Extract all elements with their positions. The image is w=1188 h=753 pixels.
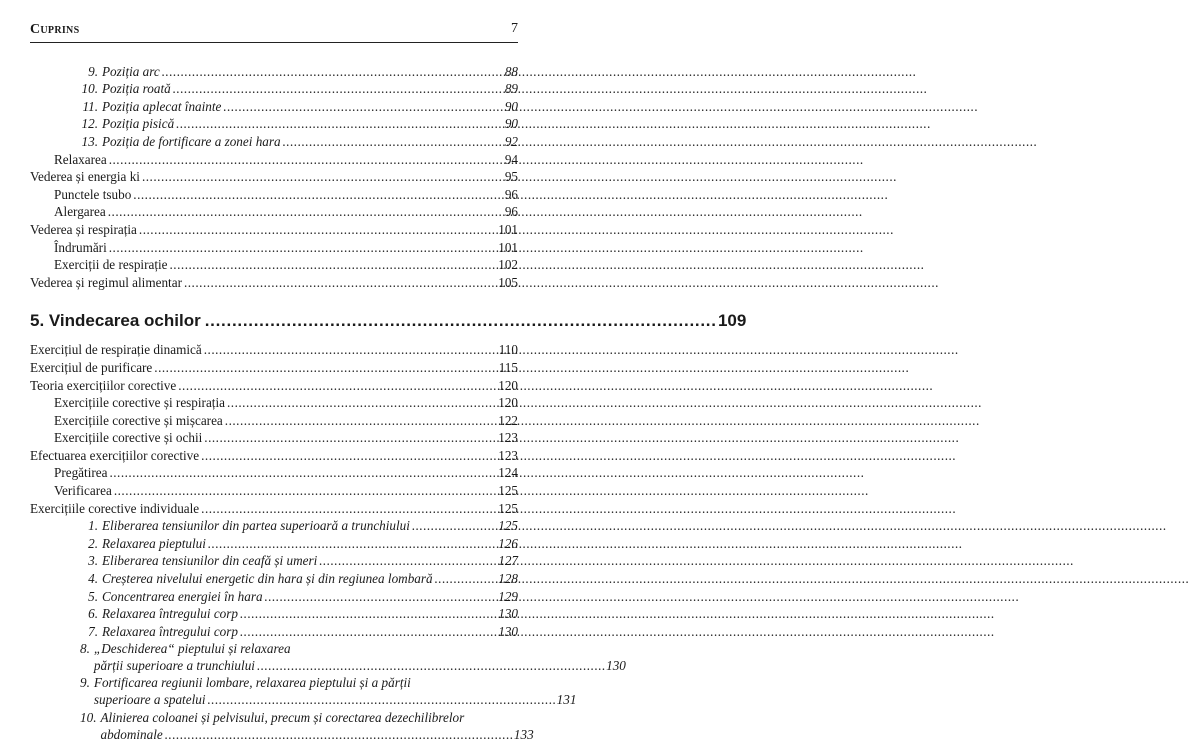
toc-entry-title (80, 624, 238, 640)
toc-entry-page: 88 (504, 63, 518, 79)
toc-entry-text-continued: abdominale (100, 726, 163, 742)
toc-entry-page: 90 (504, 116, 518, 132)
toc-entry[interactable] (30, 185, 518, 203)
toc-entry-title (54, 395, 225, 411)
toc-entry-text: Relaxarea întregului corp (102, 623, 238, 639)
dot-leader (435, 571, 497, 587)
toc-entry-page: 95 (504, 169, 518, 185)
toc-entry-text: Vederea și respirația (30, 221, 137, 237)
toc-entry-text: „Deschiderea“ pieptului și relaxarea (93, 640, 291, 656)
toc-entry-title (54, 413, 223, 429)
toc-entry-last-line (94, 657, 626, 674)
toc-entry-number: 8. (80, 640, 90, 656)
toc-entry-page: 101 (498, 221, 518, 237)
toc-entry[interactable] (30, 587, 518, 605)
toc-entry-text: Poziția de fortificare a zonei hara (102, 133, 281, 149)
toc-entry[interactable] (30, 168, 518, 186)
dot-leader (205, 311, 714, 331)
toc-entry-title (30, 448, 199, 464)
toc-entry-page: 120 (498, 395, 518, 411)
toc-section-after (30, 341, 518, 640)
toc-entry-page: 102 (498, 257, 518, 273)
toc-entry-text: Teoria exercițiilor corective (30, 377, 177, 393)
toc-entry-page: 115 (498, 359, 518, 375)
toc-entry-page: 133 (513, 726, 534, 742)
toc-entry-text: Exerciții de respirație (54, 257, 168, 273)
dot-leader (162, 64, 503, 80)
toc-section-before (30, 62, 518, 291)
dot-leader (201, 448, 496, 464)
toc-entry-title (54, 257, 168, 273)
chapter-heading[interactable] (30, 305, 747, 331)
toc-entry[interactable] (30, 220, 518, 238)
toc-entry-title (80, 606, 238, 622)
toc-entry-title (80, 64, 160, 80)
toc-entry-text: Vederea și regimul alimentar (30, 274, 182, 290)
dot-leader (201, 501, 496, 517)
toc-entry-page: 124 (498, 465, 518, 481)
toc-entry-number: 9. (80, 675, 90, 691)
toc-entry-page: 129 (498, 588, 518, 604)
toc-entry[interactable] (30, 709, 534, 743)
toc-entry-title (54, 187, 131, 203)
toc-entry-text: Poziția roată (102, 81, 171, 97)
toc-entry-title (80, 134, 281, 150)
dot-leader (227, 395, 496, 411)
toc-entry[interactable] (30, 640, 626, 674)
toc-entry-number: 6. (88, 606, 98, 622)
toc-entry-last-line (100, 726, 533, 743)
toc-entry[interactable] (30, 534, 518, 552)
toc-entry-number: 11. (82, 98, 98, 114)
toc-entry-page: 128 (498, 571, 518, 587)
toc-entry-body (100, 709, 533, 743)
dot-leader (109, 240, 496, 256)
toc-entry[interactable] (30, 517, 518, 535)
dot-leader (165, 726, 512, 743)
toc-entry-text: Pregătirea (54, 465, 108, 481)
toc-entry-number: 4. (88, 571, 98, 587)
toc-entry[interactable] (30, 376, 518, 394)
toc-entry-page: 110 (498, 342, 518, 358)
dot-leader (204, 342, 497, 358)
dot-leader (170, 257, 497, 273)
toc-entry-text: Exercițiul de respirație dinamică (30, 342, 202, 358)
toc-entry-number: 7. (88, 623, 98, 639)
dot-leader (412, 518, 496, 534)
toc-entry-text: Alergarea (54, 204, 106, 220)
toc-entry-title (80, 81, 171, 97)
dot-leader (142, 169, 503, 185)
toc-entry[interactable] (30, 622, 518, 640)
toc-entry-text-continued: părții superioare a trunchiului (93, 658, 255, 674)
dot-leader (257, 657, 604, 674)
toc-entry[interactable] (30, 446, 518, 464)
toc-entry-title (54, 240, 107, 256)
toc-entry[interactable] (30, 150, 518, 168)
toc-entry[interactable] (30, 341, 518, 359)
toc-entry[interactable] (30, 429, 518, 447)
toc-entry-page: 130 (498, 623, 518, 639)
toc-entry[interactable] (30, 411, 518, 429)
toc-entry-page: 122 (498, 412, 518, 428)
toc-entry-text: Punctele tsubo (54, 186, 132, 202)
toc-entry-page: 126 (498, 535, 518, 551)
toc-entry[interactable] (30, 203, 518, 221)
toc-entry-title (80, 571, 433, 587)
toc-entry-text: Poziția arc (102, 63, 160, 79)
dot-leader (173, 81, 503, 97)
toc-entry-page: 130 (606, 658, 626, 674)
toc-entry-text: Efectuarea exercițiilor corective (30, 447, 200, 463)
toc-entry-page: 94 (504, 151, 518, 167)
dot-leader (176, 116, 503, 132)
toc-entry[interactable] (30, 481, 518, 499)
toc-entry-number: 10. (81, 81, 98, 97)
toc-entry-text: Relaxarea întregului corp (102, 606, 238, 622)
toc-entry-title (54, 152, 107, 168)
toc-entry[interactable] (30, 256, 518, 274)
toc-entry-title (80, 589, 263, 605)
toc-entry-body (94, 674, 577, 708)
toc-entry-title (30, 342, 202, 358)
toc-entry-text: Creșterea nivelului energetic din hara și din regiunea lombară (102, 571, 433, 587)
toc-entry-page: 96 (504, 204, 518, 220)
dot-leader (109, 152, 503, 168)
dot-leader (225, 413, 496, 429)
page-header (30, 20, 518, 43)
toc-entry-title (80, 116, 174, 132)
toc-entry-page: 120 (498, 377, 518, 393)
toc-entry-text: Exercițiile corective individuale (30, 500, 200, 516)
dot-leader (208, 536, 496, 552)
toc-entry-text: Alinierea coloanei și pelvisului, precum și corectarea dezechilibrelor (100, 709, 465, 725)
toc-entry[interactable] (30, 97, 518, 115)
toc-entry-title (30, 360, 152, 376)
toc-entry-text: Concentrarea energiei în hara (102, 588, 263, 604)
dot-leader (283, 134, 503, 150)
toc-entry-body (94, 640, 626, 674)
dot-leader (208, 691, 555, 708)
dot-leader (184, 275, 496, 291)
toc-entry-number: 1. (88, 518, 98, 534)
dot-leader (265, 589, 497, 605)
toc-entry-text: Exercițiile corective și respirația (54, 395, 225, 411)
page-number: 7 (511, 21, 518, 36)
dot-leader (154, 360, 496, 376)
toc-entry[interactable] (30, 605, 518, 623)
toc-entry-title (30, 501, 199, 517)
toc-entry-text: Exercițiile corective și mișcarea (54, 412, 223, 428)
toc-entry-title (80, 99, 221, 115)
toc-entry-title (80, 553, 317, 569)
toc-entry-title (54, 465, 107, 481)
toc-entry-page: 123 (498, 430, 518, 446)
chapter-title: 5. Vindecarea ochilor (30, 310, 201, 330)
toc-entry-page: 130 (498, 606, 518, 622)
dot-leader (133, 187, 503, 203)
toc-entry-text: Îndrumări (54, 239, 107, 255)
dot-leader (109, 465, 496, 481)
dot-leader (178, 378, 496, 394)
toc-entry-title (30, 169, 140, 185)
toc-entry-page: 131 (556, 692, 577, 708)
toc-entry-title (54, 483, 112, 499)
toc-entry-page: 125 (498, 500, 518, 516)
toc-entry-page: 127 (498, 553, 518, 569)
toc-entry-text: Exercițiul de purificare (30, 359, 153, 375)
toc-entry[interactable] (30, 674, 577, 708)
toc-entry-page: 101 (498, 239, 518, 255)
toc-entry-page: 90 (504, 98, 518, 114)
toc-entry-number: 2. (88, 535, 98, 551)
toc-entry-title (54, 430, 202, 446)
toc-entry[interactable] (30, 552, 518, 570)
toc-entry-text: Vederea și energia ki (30, 169, 140, 185)
toc-entry-last-line (94, 691, 577, 708)
dot-leader (319, 553, 496, 569)
toc-entry[interactable] (30, 569, 518, 587)
toc-entry-text: Poziția aplecat înainte (102, 98, 222, 114)
dot-leader (240, 624, 496, 640)
toc-entry[interactable] (30, 464, 518, 482)
dot-leader (114, 483, 496, 499)
toc-entry-text-continued: superioare a spatelui (93, 692, 206, 708)
dot-leader (240, 606, 496, 622)
toc-entry[interactable] (30, 394, 518, 412)
toc-entry-title (80, 536, 206, 552)
toc-entry[interactable] (30, 358, 518, 376)
toc-entry-text: Eliberarea tensiunilor din ceafă și umeri (102, 553, 318, 569)
toc-entry-page: 96 (504, 186, 518, 202)
dot-leader (223, 99, 502, 115)
toc-entry-text: Eliberarea tensiunilor din partea superioară a trunchiului (102, 518, 410, 534)
toc-entry-title (30, 275, 182, 291)
running-header-title: Cuprins (30, 22, 80, 37)
table-of-contents (30, 62, 747, 743)
toc-entry-text: Fortificarea regiunii lombare, relaxarea pieptului și a părții (93, 675, 411, 691)
toc-entry-page: 123 (498, 447, 518, 463)
toc-entry-number: 5. (88, 588, 98, 604)
toc-entry-text: Relaxarea (54, 151, 107, 167)
toc-entry-number: 3. (88, 553, 98, 569)
toc-entry[interactable] (30, 132, 518, 150)
toc-entry-page: 89 (504, 81, 518, 97)
toc-entry-title (30, 222, 137, 238)
toc-entry-page: 92 (504, 133, 518, 149)
toc-entry-number: 9. (88, 63, 98, 79)
dot-leader (108, 204, 503, 220)
toc-entry[interactable] (30, 273, 518, 291)
toc-entry[interactable] (30, 80, 518, 98)
toc-entry[interactable] (30, 115, 518, 133)
toc-entry[interactable] (30, 499, 518, 517)
toc-entry-page: 105 (498, 274, 518, 290)
dot-leader (204, 430, 496, 446)
toc-entry-number: 12. (81, 116, 98, 132)
toc-entry-text: Poziția pisică (102, 116, 175, 132)
toc-multiline-entries (30, 640, 626, 743)
toc-entry-page: 125 (498, 518, 518, 534)
toc-entry-text: Verificarea (54, 483, 112, 499)
toc-entry[interactable] (30, 62, 518, 80)
dot-leader (139, 222, 496, 238)
toc-entry[interactable] (30, 238, 518, 256)
toc-entry-title (30, 378, 176, 394)
toc-entry-text: Relaxarea pieptului (102, 535, 206, 551)
toc-entry-page: 125 (498, 483, 518, 499)
toc-entry-title (80, 518, 410, 534)
toc-entry-number: 13. (81, 133, 98, 149)
toc-entry-number: 10. (80, 709, 97, 725)
toc-entry-text: Exercițiile corective și ochii (54, 430, 203, 446)
chapter-page: 109 (717, 310, 747, 330)
toc-entry-title (54, 204, 106, 220)
